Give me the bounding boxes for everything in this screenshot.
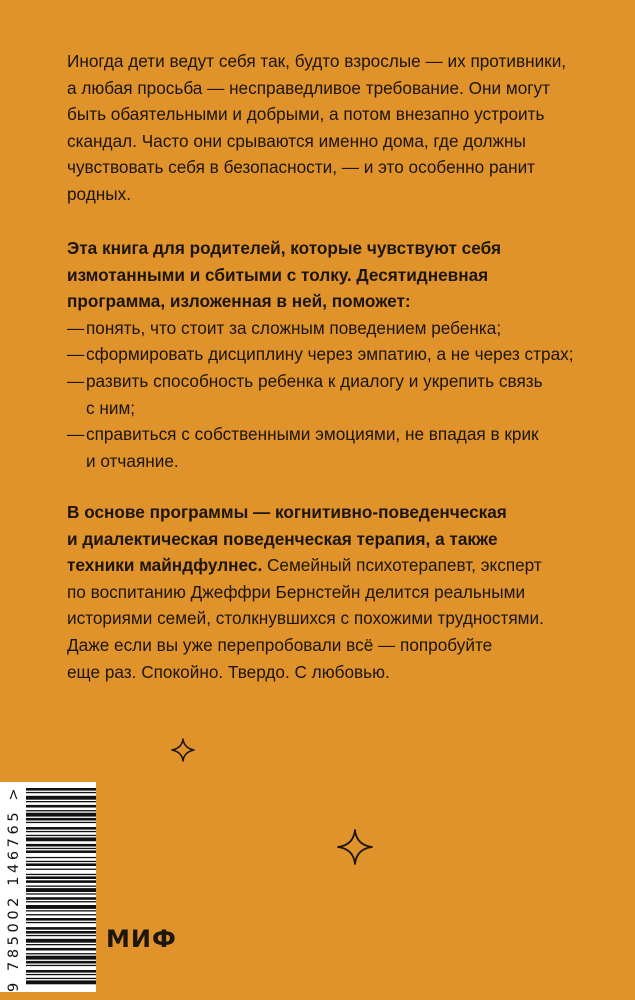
method-line: историями семей, столкнувшихся с похожими трудностями. [67,608,544,629]
benefit-item [67,341,587,368]
barcode-bar [26,897,96,900]
intro-line: Иногда дети ведут себя так, будто взрослые — их противники, [67,51,567,71]
barcode-bar [26,792,96,793]
barcode-bar [26,956,96,960]
barcode-bar [26,953,96,954]
barcode-bar [26,980,96,984]
barcode-bar [26,918,96,921]
barcode-bar [26,886,96,887]
barcode-bar [26,844,96,847]
barcode-bar [26,822,96,823]
benefits-heading-line: программа, изложенная в ней, поможет: [67,291,411,312]
benefit-item [67,421,587,474]
barcode-bar [26,805,96,808]
barcode-bar [26,905,96,909]
intro-line: скандал. Часто они срываются именно дома, где должны [67,130,526,151]
barcode-bar [26,813,96,817]
method-line: еще раз. Спокойно. Твердо. С любовью. [67,661,390,682]
benefit-line: и отчаяние. [86,450,179,471]
barcode-bar [26,948,96,951]
benefit-line: справиться с собственными эмоциями, не впадая в крик [86,424,539,445]
dash-marker: — [67,370,85,391]
barcode-bar [26,796,96,800]
barcode-bar [26,835,96,836]
method-regular-fragment: Семейный психотерапевт, эксперт [262,555,542,576]
barcode-bar [26,931,96,934]
method-paragraph [67,499,587,685]
barcode-bar [26,914,96,915]
isbn-digits: 9 785002 146765 > [6,784,22,992]
barcode-bar [26,970,96,973]
dash-marker: — [67,424,85,445]
barcode-bar [26,939,96,943]
sparkle-outline-icon [336,828,374,866]
barcode-bar [26,893,96,894]
dash-marker: — [67,317,85,338]
barcode-bar [26,888,96,892]
benefit-line: понять, что стоит за сложным поведением ребенка; [86,317,502,338]
benefit-line: сформировать дисциплину через эмпатию, а не через страх; [86,344,574,365]
barcode-bar [26,788,96,791]
barcode-bar [26,831,96,832]
barcode-bar [26,944,96,945]
benefits-paragraph [67,235,587,474]
intro-line: чувствовать себя в безопасности, — и это особенно ранит [67,157,536,178]
sparkle-outline-icon [170,737,196,763]
barcode-bar [26,910,96,911]
barcode-bar [26,978,96,979]
barcode-bar [26,837,96,841]
intro-line: а любая просьба — несправедливое требование. Они могут [67,77,550,98]
isbn-barcode [0,782,96,992]
method-line: Даже если вы уже перепробовали всё — попробуйте [67,634,493,655]
intro-paragraph [67,48,587,208]
method-line: и диалектическая поведенческая терапия, а также [67,528,498,549]
barcode-bar [26,857,96,858]
benefit-line: развить способность ребенка к диалогу и укрепить связь [86,370,543,391]
barcode-bar [26,827,96,830]
benefit-line: с ним; [86,397,136,418]
barcode-bar [26,965,96,966]
intro-line: родных. [67,183,131,204]
barcode-bar [26,850,96,853]
barcode-bar [26,880,96,883]
publisher-logo: МИФ [106,925,177,953]
barcode-bar [26,810,96,811]
benefits-heading-line: Эта книга для родителей, которые чувствуют себя [67,238,501,258]
benefit-item [67,315,587,342]
barcode-bar [26,935,96,936]
method-line [67,552,587,579]
intro-line: быть обаятельными и добрыми, а потом внезапно устроить [67,104,545,125]
barcode-bar [26,801,96,802]
barcode-bar [26,922,96,923]
barcode-bar [26,874,96,875]
barcode-bar [26,818,96,821]
barcode-bar [26,869,96,870]
method-line: по воспитанию Джеффри Бернстейн делится реальными [67,581,526,602]
barcode-bar [26,974,96,975]
method-line: В основе программы — когнитивно-поведенческая [67,502,507,522]
barcode-bar [26,927,96,930]
barcode-bar [26,863,96,866]
method-bold-fragment: техники майндфулнес. [67,555,263,576]
benefits-heading-line: измотанными и сбитыми с толку. Десятидневная [67,264,489,285]
barcode-bar [26,901,96,902]
barcode-bar [26,848,96,849]
dash-marker: — [67,344,85,365]
barcode-bar [26,961,96,964]
barcode-bar [26,876,96,879]
benefit-item [67,368,587,421]
barcode-bar [26,861,96,862]
